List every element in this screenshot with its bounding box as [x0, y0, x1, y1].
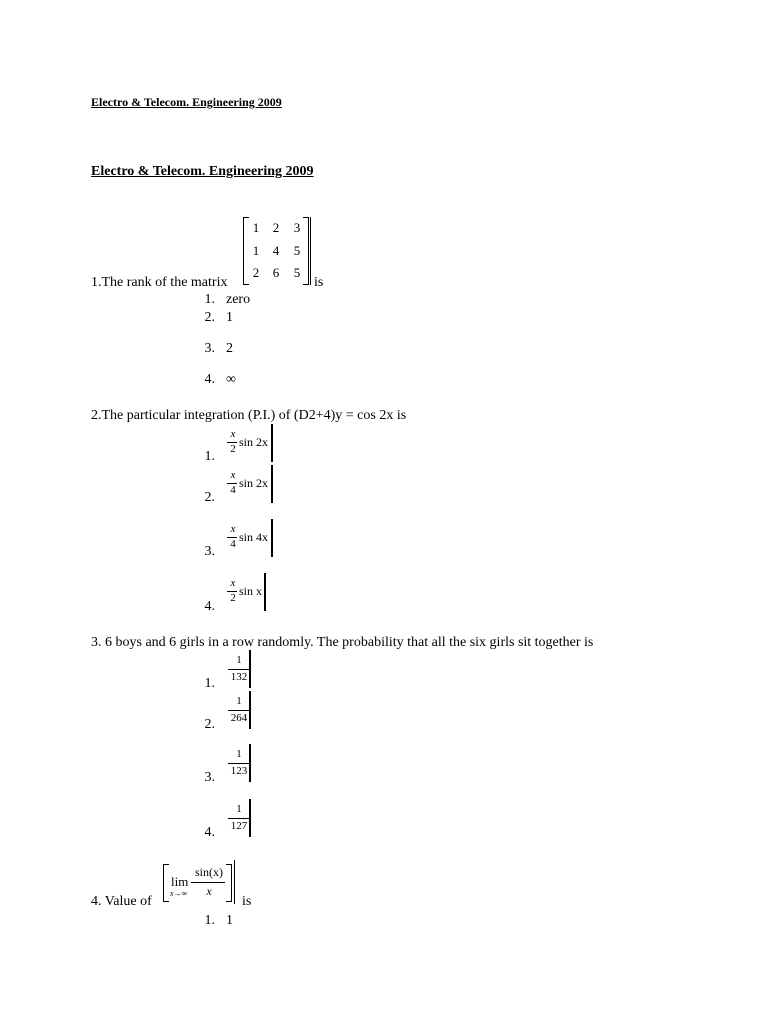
q2-option-number: 4. [204, 599, 215, 614]
q2-option-number: 2. [204, 490, 215, 505]
q4-option-text: 1 [226, 913, 233, 928]
fraction-denominator: 2 [230, 592, 236, 604]
q4-suffix: is [242, 894, 252, 909]
q3-option-fraction [228, 803, 254, 837]
q3-option-number: 1. [204, 676, 215, 691]
q2-option-number: 3. [204, 544, 215, 559]
q1-option-text: 2 [226, 341, 233, 356]
matrix-cell: 1 [252, 243, 260, 258]
document-header-small: Electro & Telecom. Engineering 2009 [91, 95, 282, 109]
fraction-numerator: 1 [236, 748, 242, 760]
q2-option-number: 1. [204, 449, 215, 464]
matrix-cell: 2 [252, 265, 260, 280]
limit-subscript: x→∞ [170, 889, 188, 898]
fraction-denominator: 132 [230, 671, 248, 683]
q2-text: 2.The particular integration (P.I.) of (D2+4)y = cos 2x is [91, 408, 407, 423]
q1-option-number: 1. [204, 292, 215, 307]
matrix-cell: 4 [272, 243, 280, 258]
fraction-denominator: 123 [230, 765, 248, 777]
matrix-cell: 2 [272, 220, 280, 235]
q1-option-text: zero [226, 292, 251, 307]
q1-option-text: 1 [226, 310, 233, 325]
fraction-numerator: 1 [236, 803, 242, 815]
q2-option-expression [227, 577, 271, 611]
fraction-denominator: x [206, 884, 212, 898]
q1-option-text: ∞ [226, 372, 236, 387]
q2-option-expression [227, 428, 277, 462]
fraction-numerator: x [230, 469, 236, 481]
q3-text: 3. 6 boys and 6 girls in a row randomly. The probability that all the six girls sit together is [91, 635, 594, 650]
q3-option-number: 3. [204, 770, 215, 785]
q3-option-fraction [228, 654, 254, 688]
matrix-cell: 3 [293, 220, 301, 235]
q3-option-fraction [228, 695, 254, 729]
fraction-numerator: x [230, 523, 236, 535]
q3-option-number: 4. [204, 825, 215, 840]
q3-option-number: 2. [204, 717, 215, 732]
q1-option-number: 2. [204, 310, 215, 325]
fraction-numerator: x [230, 428, 236, 440]
q4-prefix: 4. Value of [91, 894, 152, 909]
fraction-numerator: 1 [236, 654, 242, 666]
fraction-denominator: 264 [230, 712, 248, 724]
q4-option-number: 1. [204, 913, 215, 928]
function-text: sin 2x [239, 435, 269, 449]
document-title: Electro & Telecom. Engineering 2009 [91, 164, 314, 179]
q1-option-number: 3. [204, 341, 215, 356]
q2-option-expression [227, 469, 277, 503]
matrix-cell: 1 [252, 220, 260, 235]
limit-label: lim [171, 874, 189, 889]
fraction-numerator: sin(x) [195, 865, 223, 879]
fraction-denominator: 4 [230, 538, 236, 550]
q1-prefix: 1.The rank of the matrix [91, 275, 228, 290]
function-text: sin x [239, 584, 263, 598]
matrix-cell: 6 [272, 265, 280, 280]
q1-option-number: 4. [204, 372, 215, 387]
fraction-numerator: 1 [236, 695, 242, 707]
fraction-denominator: 4 [230, 484, 236, 496]
q1-suffix: is [314, 275, 324, 290]
q4-limit-expression [163, 860, 241, 906]
fraction-denominator: 127 [230, 820, 248, 832]
matrix-cell: 5 [293, 243, 301, 258]
matrix-cell: 5 [293, 265, 301, 280]
fraction-numerator: x [230, 577, 236, 589]
function-text: sin 4x [239, 530, 269, 544]
q1-matrix [243, 217, 313, 285]
q3-option-fraction [228, 748, 254, 782]
fraction-denominator: 2 [230, 443, 236, 455]
function-text: sin 2x [239, 476, 269, 490]
q2-option-expression [227, 523, 277, 557]
